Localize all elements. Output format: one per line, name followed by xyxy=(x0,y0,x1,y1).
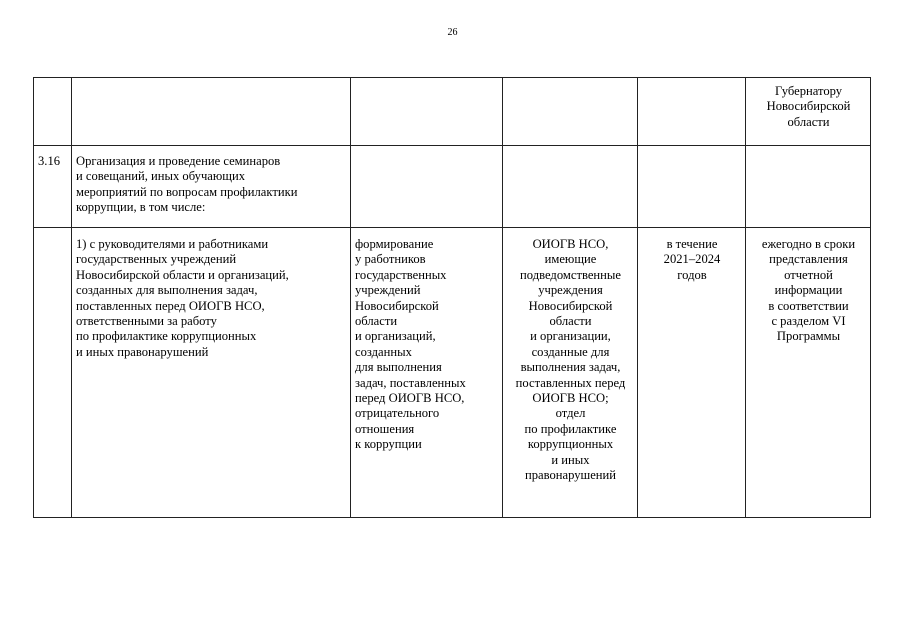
measures-table xyxy=(33,77,871,518)
cell-number: 3.16 xyxy=(34,146,72,228)
cell-executor: ОИОГВ НСО, имеющие подведомственные учреждения Новосибирской области и организации, созданные для выполнения задач, поставленных перед ОИОГВ НСО; отдел по профилактике коррупционных и иных правонарушений xyxy=(503,228,638,518)
cell-measure-name xyxy=(72,78,351,146)
cell-term xyxy=(638,78,746,146)
cell-term: в течение 2021–2024 годов xyxy=(638,228,746,518)
cell-report: ежегодно в сроки представления отчетной информации в соответствии с разделом VI Программы xyxy=(746,228,871,518)
table-row xyxy=(34,146,871,228)
cell-goal xyxy=(351,78,503,146)
cell-measure-name: Организация и проведение семинаров и совещаний, иных обучающих мероприятий по вопросам профилактики коррупции, в том числе: xyxy=(72,146,351,228)
cell-report: Губернатору Новосибирской области xyxy=(746,78,871,146)
cell-executor xyxy=(503,146,638,228)
cell-report xyxy=(746,146,871,228)
table-row xyxy=(34,78,871,146)
page-number: 26 xyxy=(447,27,458,38)
cell-number xyxy=(34,78,72,146)
cell-measure-name: 1) с руководителями и работниками государственных учреждений Новосибирской области и организаций, созданных для выполнения задач, поставленных перед ОИОГВ НСО, ответственными за работу по профилактике коррупционных и иных правонарушений xyxy=(72,228,351,518)
cell-number xyxy=(34,228,72,518)
cell-goal: формирование у работников государственных учреждений Новосибирской области и организаций, созданных для выполнения задач, поставленных перед ОИОГВ НСО, отрицательного отношения к коррупции xyxy=(351,228,503,518)
table-row xyxy=(34,228,871,518)
cell-executor xyxy=(503,78,638,146)
cell-term xyxy=(638,146,746,228)
cell-goal xyxy=(351,146,503,228)
